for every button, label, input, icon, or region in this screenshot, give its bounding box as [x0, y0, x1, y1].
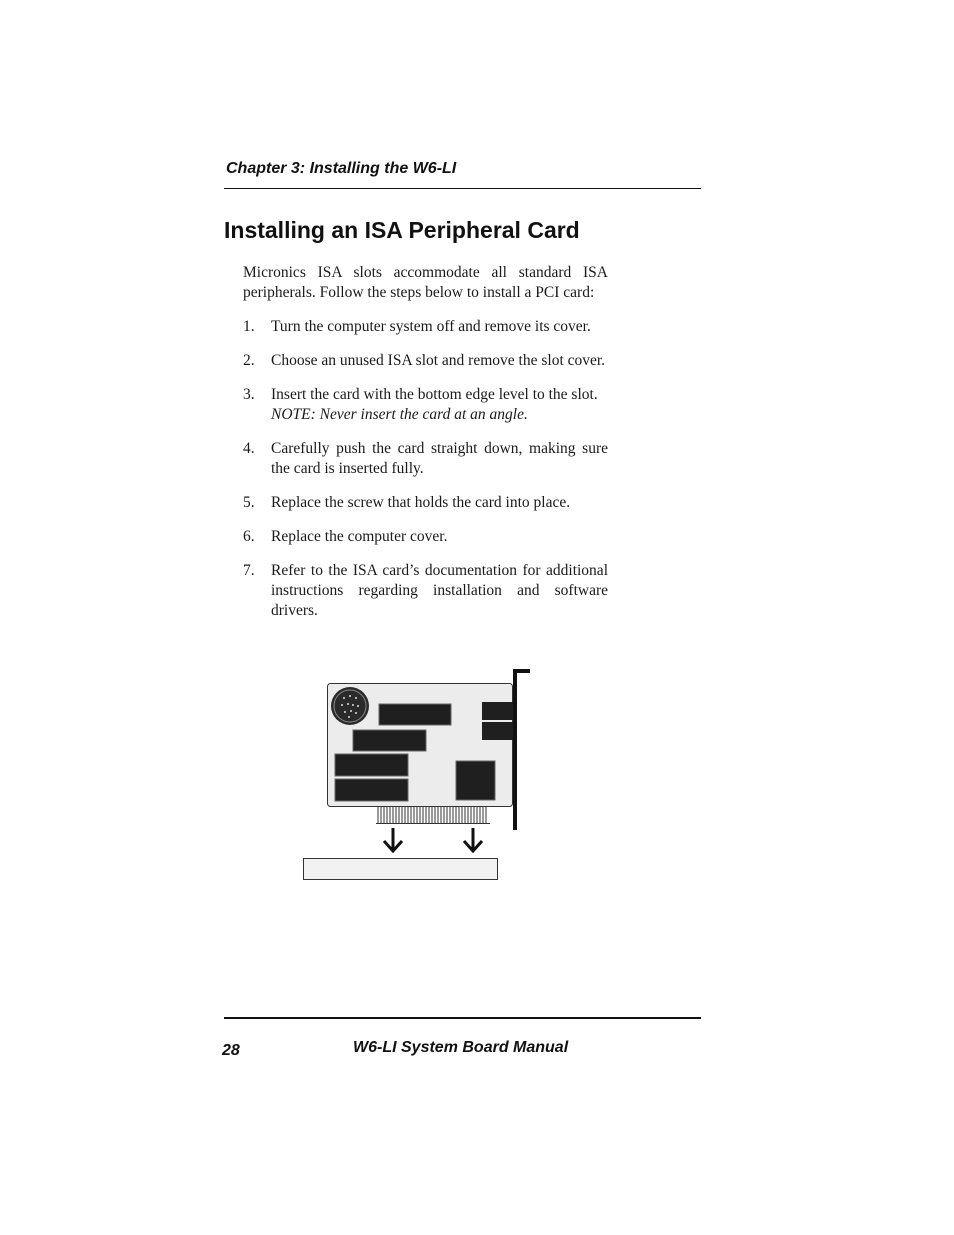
step-text: Replace the computer cover. — [271, 528, 448, 545]
port-icon — [482, 702, 513, 720]
chip-icon — [335, 754, 408, 776]
body-content — [243, 263, 608, 635]
step-number: 6. — [243, 528, 255, 545]
list-item — [243, 385, 608, 425]
isa-card-insertion-diagram-icon — [300, 668, 540, 884]
edge-connector-icon — [378, 807, 486, 823]
list-item — [243, 351, 608, 371]
footer-rule — [224, 1017, 701, 1019]
step-number: 7. — [243, 562, 255, 579]
down-arrow-icon — [464, 828, 482, 851]
list-item — [243, 561, 608, 621]
chip-icon — [335, 779, 408, 801]
intro-paragraph: Micronics ISA slots accommodate all standard ISA peripherals. Follow the steps below to install a PCI card: — [243, 264, 608, 301]
step-body — [271, 385, 608, 425]
chip-icon — [353, 730, 426, 751]
bracket-icon — [515, 671, 530, 830]
step-list — [243, 317, 608, 621]
list-item — [243, 439, 608, 479]
step-number: 5. — [243, 494, 255, 511]
step-number: 2. — [243, 352, 255, 369]
step-number: 3. — [243, 386, 255, 403]
step-note: NOTE: Never insert the card at an angle. — [271, 406, 528, 423]
din-connector-icon — [331, 687, 369, 725]
list-item — [243, 527, 608, 547]
step-text: Insert the card with the bottom edge level to the slot. — [271, 386, 598, 403]
down-arrow-icon — [384, 828, 402, 851]
step-text: Turn the computer system off and remove its cover. — [271, 318, 591, 335]
step-text: Replace the screw that holds the card into place. — [271, 494, 571, 511]
header-rule — [224, 188, 701, 189]
list-item — [243, 317, 608, 337]
chapter-header: Chapter 3: Installing the W6-LI — [226, 160, 457, 177]
step-text: Choose an unused ISA slot and remove the slot cover. — [271, 352, 606, 369]
list-item — [243, 493, 608, 513]
square-chip-icon — [456, 761, 495, 800]
isa-slot-icon — [304, 859, 498, 880]
section-title: Installing an ISA Peripheral Card — [224, 217, 580, 243]
step-number: 4. — [243, 440, 255, 457]
page-number: 28 — [222, 1042, 240, 1059]
port-icon — [482, 722, 513, 740]
footer-manual-title: W6-LI System Board Manual — [353, 1039, 569, 1056]
isa-card-figure — [300, 668, 540, 884]
chip-icon — [379, 704, 451, 725]
step-text: Refer to the ISA card’s documentation for additional instructions regarding installation and software drivers. — [271, 562, 608, 619]
step-text: Carefully push the card straight down, making sure the card is inserted fully. — [271, 440, 608, 477]
step-number: 1. — [243, 318, 255, 335]
